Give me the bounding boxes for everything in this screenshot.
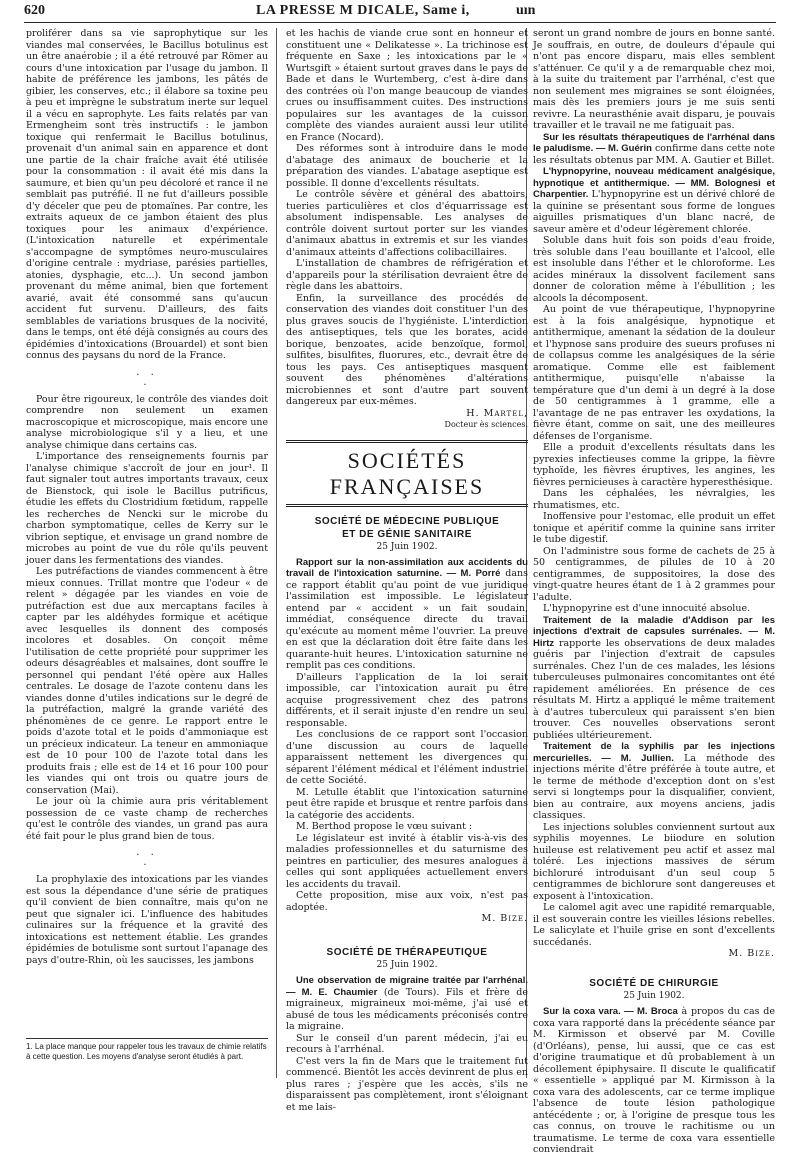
journal-title: LA PRESSE M DICALE, Same i, (256, 3, 470, 18)
signature: M. Bize. (728, 948, 775, 959)
session-date: 25 Juin 1902. (376, 960, 438, 970)
paragraph: Le jour où la chimie aura pris véritablement possession de ce vaste champ de recherches qu'est le contrôle des viandes, un grand pas aura été fait pour le plus grand bien de tous. (26, 796, 268, 842)
article-heading: Traitement de la maladie d'Addison par les injections d'extrait de capsules surrénales. — M. Hirtz (533, 614, 775, 649)
paragraph: Pour être rigoureux, le contrôle des viandes doit comprendre non seulement un examen macroscopique et microscopique, mais encore une analyse microbiologique s'il y a lieu, et une analyse chimique dans certains cas. (26, 393, 268, 451)
society-title: SOCIÉTÉ DE MÉDECINE PUBLIQUE (314, 515, 500, 527)
paragraph: Sur le conseil d'un parent médecin, j'ai eu recours à l'arrhénal. (286, 1032, 528, 1055)
page-header (24, 0, 776, 22)
paragraph: Le calomel agit avec une rapidité remarquable, il est souverain contre les vieilles lésions rebelles. Le salicylate et l'huile grise en sont d'excellents succédanés. (533, 902, 775, 948)
paragraph: Des réformes sont à introduire dans le mode d'abatage des animaux de boucherie et la préparation des viandes. L'abatage aseptique est possible. Il donne d'excellents résultats. (286, 143, 528, 189)
column-divider (276, 28, 277, 1078)
paragraph: Le législateur est invité à établir vis-à-vis des maladies professionnelles et du saturnisme des peintres en particulier, des mesures analogues à celles qui sont appliquées actuellement envers les accidents du travail. (286, 832, 528, 890)
paragraph: Les conclusions de ce rapport sont l'occasion d'une discussion au cours de laquelle apparaissent nettement les divergences qui séparent l'élément médical et l'élément industriel de cette Société. (286, 729, 528, 786)
paragraph: à propos du cas de coxa vara rapporté dans la précédente séance par M. Kirmisson et observé par M. Coville (d'Orléans), pense, lui aussi, que ce cas est d'origine traumatique et dû probablement à un décollement épiphysaire. Il discute le qualificatif « essentielle » appliqué par M. Kirmisson à la coxa vara des adolescents, car ce terme implique l'absence de toute lésion pathologique antécédente ; or, à l'origine de presque tous les cas connus, on trouve le rachitisme ou un traumatisme. Le terme de coxa vara essentielle conviendrait (533, 1006, 775, 1155)
article-heading: L'hypnopyrine, nouveau médicament analgésique, hypnotique et antithermique. — MM. Bolognesi et Charpentier. (533, 166, 775, 200)
session-date: 25 Juin 1902. (623, 991, 685, 1001)
society-title: SOCIÉTÉ DE CHIRURGIE (589, 978, 719, 989)
paragraph: L'hypnopyrine est un dérivé chloré de la quinine se présentant sous forme de longues aiguilles prismatiques d'un blanc nacré, de saveur amère et d'odeur légèrement chlorée. (533, 189, 775, 235)
paragraph: Les putréfactions de viandes commencent à être mieux connues. Trillat montre que l'odeur « de relent » dégagée par les viandes en voie de putréfaction est due aux mercaptans faciles à capter par les aldéhydes formique et acétique avec lesquelles ils donnent des composés incolores et dosables. On conçoit même l'utilisation de cette propriété pour supprimer les odeurs désagréables et malsaines, dont souffre le personnel qui pendant l'été opère aux Halles centrales. Le dosage de l'azote contenu dans les viandes donne d'utiles indications sur le degré de la putréfaction, malgré la grande variété des phénomènes de ce genre. Le rapport entre le poids d'azote total et le poids d'ammoniaque est un précieux indicateur. La teneur en ammoniaque est de 10 pour 100 de l'azote total dans les produits frais ; elle est de 14 et 16 pour 100 pour les viandes qui ont trois ou quatre jours de conservation (Mai). (26, 566, 268, 796)
paragraph: L'importance des renseignements fournis par l'analyse chimique s'accroît de jour en jour¹. Il faut signaler tout autres importants travaux, ceux de Bienstock, qui isole le Bacillus putrificus, étudie les effets du Clostridium fœtidum, rappelle les recherches de Nencki sur le microbe du charbon symptomatique, celles de Kerry sur le vibrion septique, et envisage un grand nombre de microbes au point de vue du rôle qu'ils peuvent jouer dans les fermentations des viandes. (26, 451, 268, 566)
section-banner: SOCIÉTÉS FRANÇAISES (286, 440, 528, 507)
paragraph: confirme dans cette note les résultats obtenus par MM. A. Gautier et Billet. (533, 143, 775, 166)
paragraph: La prophylaxie des intoxications par les viandes est sous la dépendance d'une série de pratiques qu'il convient de bien connaître, mais qu'on ne peut que signaler ici. L'influence des habitudes culinaires sur la fréquence et la gravité des intoxications est nettement établie. Les grandes épidémies de botulisme sont surtout l'apanage des pays d'outre-Rhin, où les saucisses, les jambons (26, 874, 268, 966)
society-title: SOCIÉTÉ DE THÉRAPEUTIQUE (326, 947, 488, 958)
session-date: 25 Juin 1902. (376, 541, 438, 552)
column-3 (533, 28, 775, 1155)
paragraph: Cette proposition, mise aux voix, n'est pas adoptée. (286, 890, 528, 913)
paragraph: Les injections solubles conviennent surtout aux syphilis moyennes. Le biiodure en solution huileuse est relativement peu actif et assez mal toléré. Les injections massives de sérum bichloruré introduisant d'un seul coup 5 centigrammes de bichlorure sont dangereuses et exposent à l'intoxication. (533, 821, 775, 902)
paragraph: (de Tours). Fils et frère de migraineux, migraineux moi-même, j'ai usé et abusé de tous les médicaments préconisés contre la migraine. (286, 986, 528, 1032)
header-rule (24, 22, 776, 23)
paragraph: C'est vers la fin de Mars que le traitement fut commencé. Bientôt les accès devinrent de plus en plus rares ; j'espère que les accès, s'ils ne disparaissent pas complètement, iront s'éloignant et me lais- (286, 1055, 528, 1113)
paragraph: Elle a produit d'excellents résultats dans les pyrexies infectieuses comme la grippe, la fièvre typhoïde, les fièvres éruptives, les angines, les fièvres pernicieuses à caractère hyperesthésique. (533, 442, 775, 488)
paragraph: seront un grand nombre de jours en bonne santé. Je souffrais, en outre, de douleurs d'épaule qui n'ont pas encore disparu, mais elles semblent s'atténuer. Ce qu'il y a de remarquable chez moi, à la suite du traitement par l'arrhénal, c'est que non seulement mes migraines se sont éloignées, mais dès les premiers jours je me suis senti revivre. La neurasthénie avait disparu, je pouvais travailler et le travail ne me fatiguait pas. (533, 28, 775, 131)
paragraph: D'ailleurs l'application de la loi serait impossible, car l'intoxication aurait pu être acquise progressivement chez des patrons différents, et il serait injuste d'en rendre un seul responsable. (286, 671, 528, 729)
article-heading: Sur la coxa vara. — M. Broca (543, 1006, 678, 1017)
society-title: ET DE GÉNIE SANITAIRE (342, 528, 472, 540)
paragraph: Dans les céphalées, les névralgies, les rhumatismes, etc. (533, 488, 775, 511)
paragraph: et les hachis de viande crue sont en honneur et constituent une « Delikatesse ». La trichinose est fréquente en Saxe ; les intoxications par le « Wurtsgift » étaient surtout graves dans le pays de Bade et dans le Wurtemberg, c'est à-dire dans des contrées où l'on mange beaucoup de viandes crues ou insuffisamment cuites. Des instructions populaires sur les avantages de la cuisson complète des viandes auraient aussi leur utilité en France (Nocard). (286, 28, 528, 143)
paragraph: Soluble dans huit fois son poids d'eau froide, très soluble dans l'eau bouillante et l'alcool, elle est insoluble dans l'éther et le chloroforme. Les acides minéraux la dissolvent facilement sans donner de coloration même à l'ébullition ; les alcools la décomposent. (533, 235, 775, 304)
issue-date: uın (516, 3, 536, 18)
paragraph: L'installation de chambres de réfrigération et d'appareils pour la stérilisation devraient être de règle dans les abattoirs. (286, 258, 528, 292)
paragraph: dans ce rapport établit qu'au point de vue juridique l'assimilation est impossible. Le législateur entend par « accident » un fait soudain, immédiat, conséquence directe du travail qu'exécute au moment même l'ouvrier. La preuve en est que la déclaration doit être faite dans les quarante-huit heures. L'intoxication saturnine ne remplit pas ces conditions. (286, 568, 528, 671)
paragraph: Au point de vue thérapeutique, l'hypnopyrine est à la fois analgésique, hypnotique et antithermique, amenant la sédation de la douleur et l'hypnose sans produire des sueurs profuses ni de collapsus comme les analgésiques de la série aromatique. Comme elle est faiblement antithermique, puisqu'elle n'abaisse la température que d'un demi à un degré à la dose de 50 centigrammes à 1 gramme, elle a l'avantage de ne pas entraver les oxydations, la fièvre étant, comme on sait, une des meilleures défenses de l'organisme. (533, 304, 775, 442)
signature (286, 408, 528, 430)
column-1 (26, 28, 268, 1033)
article-heading: Une observation de migraine traitée par l'arrhénal. — M. E. Chaumier (286, 975, 528, 998)
paragraph: proliférer dans sa vie saprophytique sur les viandes mal conservées, le Bacillus botulinus est un être anaérobie ; il a été retrouvé par Römer au cours d'une intoxication par l'usage du jambon. Il habite de préférence les jambons, les pâtés de gibier, les conserves, etc.; il élabore sa toxine peu à peu et imprègne le substratum inerte sur lequel il a vécu en saprophyte. Les faits relatés par van Ermengheim sont très instructifs : le jambon toxique qui renfermait le Bacillus botulinus, provenait d'un animal sain en apparence et dont une partie de la chair fraîche avait été utilisée pour la consommation : il avait été mis dans la saumure, et bien qu'un peu décoloré et rance il ne semblait pas putréfié. Il ne fut d'ailleurs possible d'y déceler que peu de ptomaïnes. Par contre, les extraits aqueux de ce jambon étaient des plus toxiques pour les animaux d'expérience. (L'intoxication naturelle et expérimentale s'accompagne de symptômes neuro-musculaires d'origine centrale : mydriase, parésies partielles, atonies, dysphagie, etc...). Un second jambon provenant du même animal, bien que fortement avarié, avait été consommé sans qu'aucun accident fut survenu. D'ailleurs, des faits semblables de variations brusques de la nocivité, dans le temps, ont été déjà consignés au cours des épidémies d'intoxications (Brouardel) et sont bien connus des paysans du nord de la France. (26, 28, 268, 361)
author-name: H. Martel, (466, 407, 528, 419)
paragraph: La méthode des injections mérite d'être préférée à toute autre, et le terme de méthode d'exception dont on s'est servi si longtemps pour la disqualifier, convient, bien au contraire, aux moyens anciens, jadis classiques. (533, 752, 775, 821)
paragraph: M. Letulle établit que l'intoxication saturnine peut être rapide et brusque et rentre parfois dans la catégorie des accidents. (286, 786, 528, 821)
page-number: 620 (24, 3, 45, 18)
article-heading: Rapport sur la non-assimilation aux accidents du travail de l'intoxication saturnine. — M. Porré (286, 556, 528, 579)
paragraph: M. Berthod propose le vœu suivant : (296, 821, 473, 832)
paragraph: Le contrôle sévère et général des abattoirs, tueries particulières et clos d'équarrissage est absolument indispensable. Les analyses de contrôle doivent surtout porter sur les viandes d'animaux abattus in extremis et sur les viandes d'animaux atteints d'affections colibacillaires. (286, 189, 528, 258)
section-separator: . . . (136, 366, 158, 388)
paragraph: Inoffensive pour l'estomac, elle produit un effet tonique et apéritif comme la quinine sans irriter le tube digestif. (533, 511, 775, 545)
article-heading: Sur les résultats thérapeutiques de l'arrhénal dans le paludisme. — M. Guérin (533, 131, 775, 154)
section-separator: . . . (136, 847, 158, 868)
paragraph: L'hypnopyrine est d'une innocuité absolue. (543, 603, 751, 614)
paragraph: rapporte les observations de deux malades guéris par l'injection d'extrait de capsules surrénales. Chez l'un de ces malades, les lésions tuberculeuses pulmonaires concomitantes ont été rapidement améliorées. En présence de ces résultats M. Hirtz a appliqué le même traitement à d'autres tuberculeux qui paraissent s'en bien trouver. Ces nouvelles observations seront publiées ultérieurement. (533, 637, 775, 741)
paragraph: Enfin, la surveillance des procédés de conservation des viandes doit constituer l'un des plus graves soucis de l'hygiéniste. L'interdiction des antiseptiques, tels que les borates, acide borique, benzoates, acide benzoïque, formol, sulfites, bisulfites, fluorures, etc., devrait être de tous les pays. Ces antiseptiques masquent souvent des phénomènes d'altérations microbiennes et sont d'autre part souvent dangereux par eux-mêmes. (286, 292, 528, 407)
signature: M. Bize. (481, 913, 528, 924)
article-heading: Traitement de la syphilis par les injections mercurielles. — M. Jullien. (533, 741, 775, 764)
footnote: 1. La place manque pour rappeler tous les travaux de chimie relatifs à cette question. Les moyens d'analyse seront étudiés à part. (26, 1038, 268, 1062)
author-title: Docteur ès sciences. (444, 419, 528, 429)
column-2 (286, 28, 528, 1113)
paragraph: On l'administre sous forme de cachets de 25 à 50 centigrammes, de pilules de 10 à 20 centigrammes, de suppositoires, la dose des vingt-quatre heures étant de 1 à 2 grammes pour l'adulte. (533, 545, 775, 603)
